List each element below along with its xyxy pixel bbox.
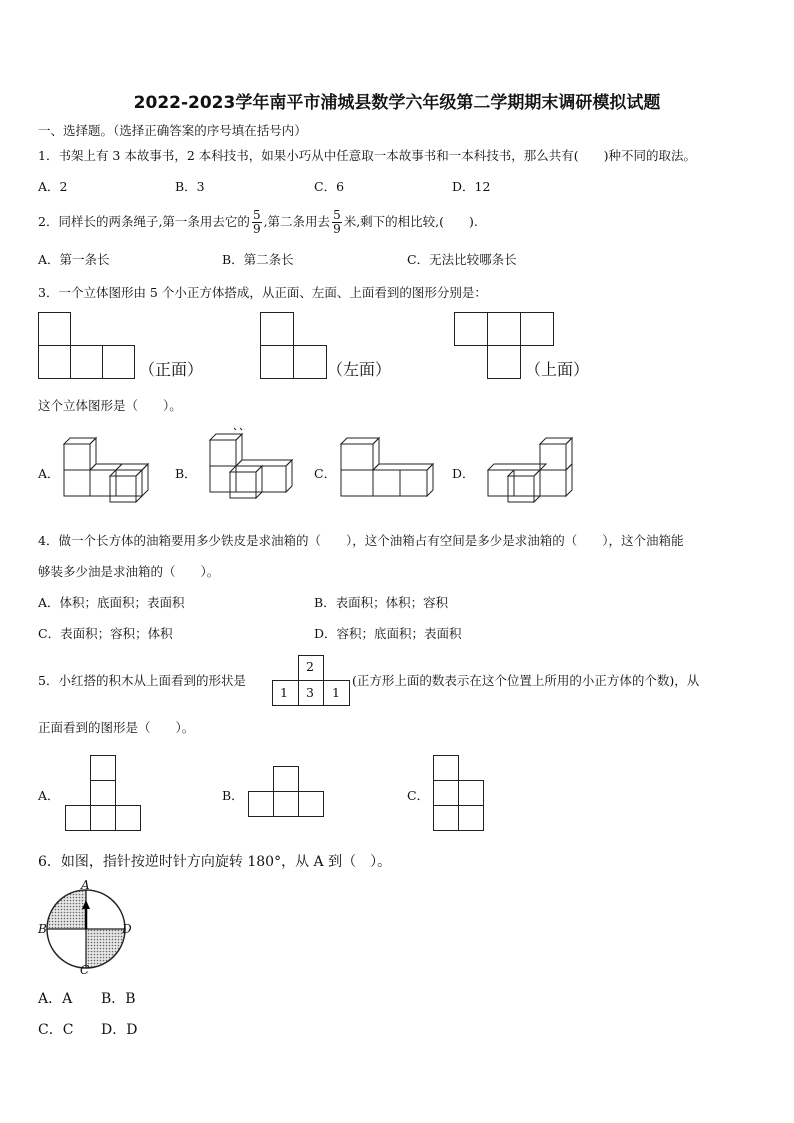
q5-option-b-letter: B． <box>222 788 244 803</box>
q6-dial-label-c: C <box>80 963 90 977</box>
q3-left-view <box>260 312 330 380</box>
q3-option-d-letter: D． <box>452 466 475 481</box>
q6-dial-label-d: D <box>122 922 132 936</box>
q5-option-a-figure <box>65 755 143 833</box>
q1-option-d: D．12 <box>452 179 491 194</box>
q1-option-c: C．6 <box>314 179 345 194</box>
q6-option-a: A．A <box>38 991 73 1007</box>
q5-grid-count-left: 1 <box>280 685 288 700</box>
q3-option-c-figure <box>341 438 437 506</box>
q2-fraction-1-denominator: 9 <box>252 222 261 236</box>
q3-option-b-figure <box>210 426 300 506</box>
q4-stem-line2: 够装多少油是求油箱的（ ）。 <box>38 564 220 579</box>
q4-option-b: B．表面积；体积；容积 <box>314 595 449 610</box>
q3-option-a-figure <box>64 436 154 506</box>
q3-left-label: （左面） <box>327 360 392 379</box>
q6-stem: 6．如图，指针按逆时针方向旋转 180°，从 A 到（ ）。 <box>38 854 392 870</box>
q5-grid-count-right: 1 <box>332 685 340 700</box>
q5-option-a-letter: A． <box>38 788 60 803</box>
q6-option-d: D．D <box>101 1022 138 1038</box>
q4-option-c: C．表面积；容积；体积 <box>38 626 173 641</box>
q1-option-a: A．2 <box>38 179 68 194</box>
q3-option-b-letter: B． <box>175 466 197 481</box>
q1-stem: 1．书架上有 3 本故事书，2 本科技书，如果小巧从中任意取一本故事书和一本科技书，那么共有( )种不同的取法。 <box>38 148 697 163</box>
section-heading: 一、选择题。（选择正确答案的序号填在括号内） <box>38 123 307 138</box>
q3-option-d-figure <box>488 436 578 506</box>
q5-stem-line2: 正面看到的图形是（ ）。 <box>38 720 195 735</box>
q2-fraction-2 <box>332 209 342 236</box>
q2-option-a: A．第一条长 <box>38 252 110 267</box>
q3-option-c-letter: C． <box>314 466 337 481</box>
q3-front-view <box>38 312 138 380</box>
q2-fraction-2-denominator: 9 <box>333 222 341 236</box>
q2-fraction-2-numerator: 5 <box>333 208 341 222</box>
q5-stem-part2: (正方形上面的数表示在这个位置上所用的小正方体的个数)，从 <box>352 673 700 688</box>
q2-text-2: ,第二条用去 <box>263 214 331 229</box>
q2-text-1: 2．同样长的两条绳子,第一条用去它的 <box>38 214 250 229</box>
page-title: 2022-2023学年南平市浦城县数学六年级第二学期期末调研模拟试题 <box>133 93 661 113</box>
q5-stem-part1: 5．小红搭的积木从上面看到的形状是 <box>38 673 246 688</box>
q5-top-view-grid <box>272 655 350 707</box>
q2-fraction-1-numerator: 5 <box>252 208 261 222</box>
q2-text-3: 米,剩下的相比较,( ). <box>343 214 478 229</box>
q3-top-label: （上面） <box>525 360 590 379</box>
q5-grid-count-top: 2 <box>306 659 314 674</box>
q3-prompt: 这个立体图形是（ ）。 <box>38 398 182 413</box>
q6-option-b: B．B <box>101 991 136 1007</box>
q2-option-b: B．第二条长 <box>222 252 294 267</box>
q4-stem-line1: 4．做一个长方体的油箱要用多少铁皮是求油箱的（ ），这个油箱占有空间是多少是求油箱的（ ），这个油箱能 <box>38 533 684 548</box>
q5-option-b-figure <box>248 766 326 820</box>
q5-option-c-figure <box>433 755 487 833</box>
q6-option-c: C．C <box>38 1022 74 1038</box>
q3-option-a-letter: A． <box>38 466 60 481</box>
q4-option-d: D．容积；底面积；表面积 <box>314 626 462 641</box>
q1-option-b: B．3 <box>175 179 205 194</box>
q6-dial-label-b: B <box>38 922 47 936</box>
q5-option-c-letter: C． <box>407 788 430 803</box>
q2-fraction-1 <box>252 209 262 236</box>
q6-dial-label-a: A <box>81 878 90 892</box>
q3-front-label: （正面） <box>139 360 204 379</box>
q2-option-c: C．无法比较哪条长 <box>407 252 517 267</box>
q3-stem: 3．一个立体图形由 5 个小正方体搭成，从正面、左面、上面看到的图形分别是： <box>38 285 487 300</box>
q2-stem <box>38 205 478 239</box>
q4-option-a: A．体积；底面积；表面积 <box>38 595 185 610</box>
q5-grid-count-middle: 3 <box>306 685 314 700</box>
